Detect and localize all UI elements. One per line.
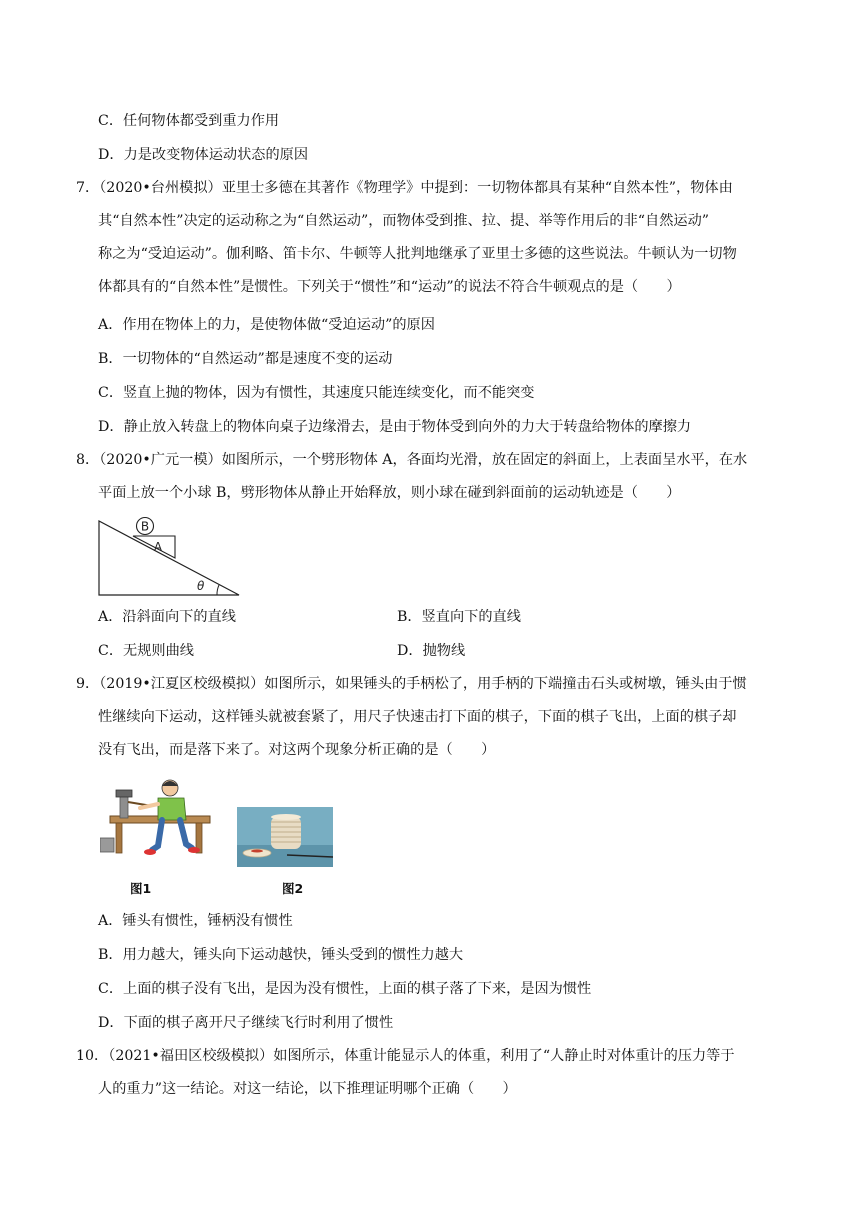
q7-stem-line1: 7．（2020•台州模拟）亚里士多德在其著作《物理学》中提到：一切物体都具有某种“自然本性”，物体由 [76, 180, 733, 196]
q9-stem-line3: 没有飞出，而是落下来了。对这两个现象分析正确的是（ ） [98, 742, 496, 758]
q7-stem-line3: 称之为“受迫运动”。伽利略、笛卡尔、牛顿等人批判地继承了亚里士多德的这些说法。牛顿认为一切物 [98, 246, 737, 262]
q9-stem-line2: 性继续向下运动，这样锤头就被套紧了，用尺子快速击打下面的棋子，下面的棋子飞出，上面的棋子却 [98, 709, 737, 725]
q8-stem-line2: 平面上放一个小球 B，劈形物体从静止开始释放，则小球在碰到斜面前的运动轨迹是（ ） [98, 485, 681, 501]
angle-arc [217, 585, 219, 595]
q8-option-b: B．竖直向下的直线 [397, 609, 521, 625]
q7-option-b: B．一切物体的“自然运动”都是速度不变的运动 [98, 351, 393, 367]
q9-option-b: B．用力越大，锤头向下运动越快，锤头受到的惯性力越大 [98, 947, 464, 963]
q7-option-c: C．竖直上抛的物体，因为有惯性，其速度只能连续变化，而不能突变 [98, 385, 535, 401]
q9-stem-line1: 9．（2019•江夏区校级模拟）如图所示，如果锤头的手柄松了，用手柄的下端撞击石头或树墩，锤头由于惯 [76, 676, 747, 692]
wedge-a-label: A [153, 540, 163, 554]
q7-option-d: D．静止放入转盘上的物体向桌子边缘滑去，是由于物体受到向外的力大于转盘给物体的摩擦力 [98, 419, 692, 435]
figure-1-caption: 图1 [130, 881, 152, 896]
q8-option-c: C．无规则曲线 [98, 643, 194, 659]
q7-stem-line4: 体都具有的“自然本性”是惯性。下列关于“惯性”和“运动”的说法不符合牛顿观点的是（ ） [98, 279, 681, 295]
hammer-illustration [100, 776, 216, 860]
q8-option-a: A．沿斜面向下的直线 [98, 609, 236, 625]
incline-wedge-figure [96, 514, 246, 598]
q8-option-d: D．抛物线 [397, 643, 466, 659]
q9-option-a: A．锤头有惯性，锤柄没有惯性 [98, 913, 293, 929]
q7-stem-line2: 其“自然本性”决定的运动称之为“自然运动”，而物体受到推、拉、提、举等作用后的非“自然运动” [98, 213, 710, 229]
ball-b-label: B [140, 519, 150, 534]
q6-option-d: D．力是改变物体运动状态的原因 [98, 147, 309, 163]
figure-2-caption: 图2 [282, 881, 304, 896]
q10-stem-line2: 人的重力”这一结论。对这一结论，以下推理证明哪个正确（ ） [98, 1081, 517, 1097]
stacked-checkers-photo [237, 807, 333, 867]
q8-stem-line1: 8．（2020•广元一模）如图所示，一个劈形物体 A，各面均光滑，放在固定的斜面上，上表面呈水平，在水 [76, 452, 748, 468]
q10-stem-line1: 10．（2021•福田区校级模拟）如图所示，体重计能显示人的体重，利用了“人静止时对体重计的压力等于 [76, 1048, 735, 1064]
q6-option-c: C．任何物体都受到重力作用 [98, 113, 280, 129]
q7-option-a: A．作用在物体上的力，是使物体做“受迫运动”的原因 [98, 317, 435, 333]
theta-label: θ [197, 579, 205, 593]
q9-option-c: C．上面的棋子没有飞出，是因为没有惯性，上面的棋子落了下来，是因为惯性 [98, 981, 592, 997]
incline-triangle [99, 521, 239, 595]
q9-option-d: D．下面的棋子离开尺子继续飞行时利用了惯性 [98, 1015, 394, 1031]
